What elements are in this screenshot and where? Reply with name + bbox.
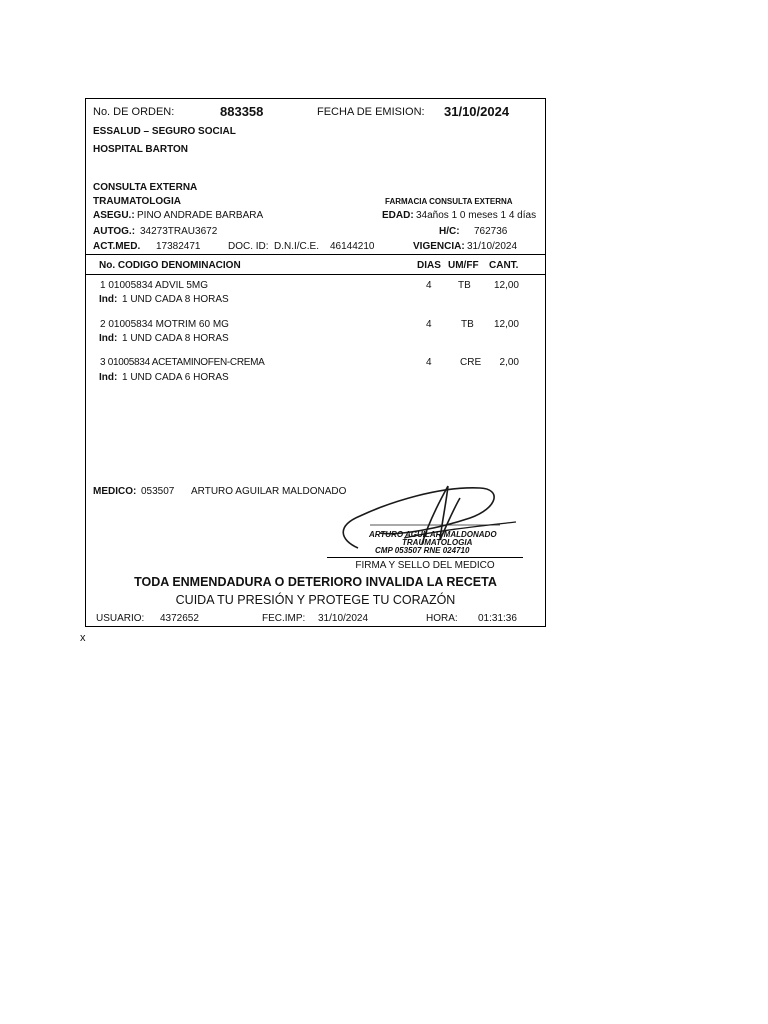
item-unit: TB — [461, 319, 474, 330]
col-header-days: DIAS — [417, 260, 441, 271]
user-value: 4372652 — [160, 613, 199, 624]
header-divider — [85, 254, 546, 255]
time-value: 01:31:36 — [478, 613, 517, 624]
stamp-registration: CMP 053507 RNE 024710 — [375, 546, 470, 555]
item-days: 4 — [426, 319, 432, 330]
doctor-name: ARTURO AGUILAR MALDONADO — [191, 486, 347, 497]
item-quantity: 12,00 — [493, 319, 519, 330]
item-ind-label: Ind: — [99, 372, 118, 383]
autog-value: 34273TRAU3672 — [140, 226, 218, 237]
col-header-description: No. CODIGO DENOMINACION — [99, 260, 241, 271]
validity-value: 31/10/2024 — [467, 241, 518, 252]
col-header-quantity: CANT. — [489, 260, 519, 271]
item-unit: CRE — [460, 357, 482, 368]
outside-mark: x — [80, 632, 86, 644]
item-line: 2 01005834 MOTRIM 60 MG — [100, 319, 229, 330]
order-number: 883358 — [220, 104, 264, 119]
autog-label: AUTOG.: — [93, 226, 136, 237]
time-label: HORA: — [426, 613, 458, 624]
insurer-name: ESSALUD – SEGURO SOCIAL — [93, 126, 236, 137]
validity-label: VIGENCIA: — [413, 241, 465, 252]
docid-type: D.N.I/C.E. — [274, 241, 320, 252]
item-instructions: 1 UND CADA 8 HORAS — [122, 333, 229, 344]
item-line: 3 01005834 ACETAMINOFEN-CREMA — [100, 357, 265, 368]
issue-date: 31/10/2024 — [444, 104, 510, 119]
doctor-label: MEDICO: — [93, 486, 137, 497]
age-value: 34años 1 0 meses 1 4 días — [416, 210, 537, 221]
item-ind-label: Ind: — [99, 294, 118, 305]
insured-name: PINO ANDRADE BARBARA — [137, 210, 264, 221]
order-label: No. DE ORDEN: — [93, 106, 175, 118]
item-instructions: 1 UND CADA 8 HORAS — [122, 294, 229, 305]
item-unit: TB — [458, 280, 471, 291]
print-date-label: FEC.IMP: — [262, 613, 306, 624]
actmed-label: ACT.MED. — [93, 241, 141, 252]
actmed-value: 17382471 — [156, 241, 201, 252]
consult-type: CONSULTA EXTERNA — [93, 182, 198, 193]
pharmacy: FARMACIA CONSULTA EXTERNA — [385, 197, 513, 206]
item-quantity: 12,00 — [493, 280, 519, 291]
docid-label: DOC. ID: — [228, 241, 269, 252]
item-ind-label: Ind: — [99, 333, 118, 344]
col-header-unit: UM/FF — [448, 260, 479, 271]
hc-label: H/C: — [439, 226, 460, 237]
item-days: 4 — [426, 280, 432, 291]
slogan-text: CUIDA TU PRESIÓN Y PROTEGE TU CORAZÓN — [175, 593, 456, 607]
user-label: USUARIO: — [96, 613, 145, 624]
insured-label: ASEGU.: — [93, 210, 135, 221]
docid-value: 46144210 — [330, 241, 375, 252]
age-label: EDAD: — [382, 210, 414, 221]
item-instructions: 1 UND CADA 6 HORAS — [122, 372, 229, 383]
item-days: 4 — [426, 357, 432, 368]
item-quantity: 2,00 — [499, 357, 519, 368]
doctor-code: 053507 — [141, 486, 175, 497]
table-header-divider — [85, 274, 546, 275]
print-date-value: 31/10/2024 — [318, 613, 369, 624]
signature-line — [327, 557, 523, 558]
warning-text: TODA ENMENDADURA O DETERIORO INVALIDA LA RECETA — [134, 575, 497, 589]
hospital-name: HOSPITAL BARTON — [93, 144, 189, 155]
specialty: TRAUMATOLOGIA — [93, 196, 181, 207]
hc-value: 762736 — [474, 226, 508, 237]
issue-date-label: FECHA DE EMISION: — [317, 106, 425, 118]
stamp-doctor-name: ARTURO AGUILAR MALDONADO — [369, 530, 497, 539]
item-line: 1 01005834 ADVIL 5MG — [100, 280, 209, 291]
signature-caption: FIRMA Y SELLO DEL MEDICO — [355, 560, 495, 571]
stamp-specialty: TRAUMATOLOGIA — [402, 538, 473, 547]
